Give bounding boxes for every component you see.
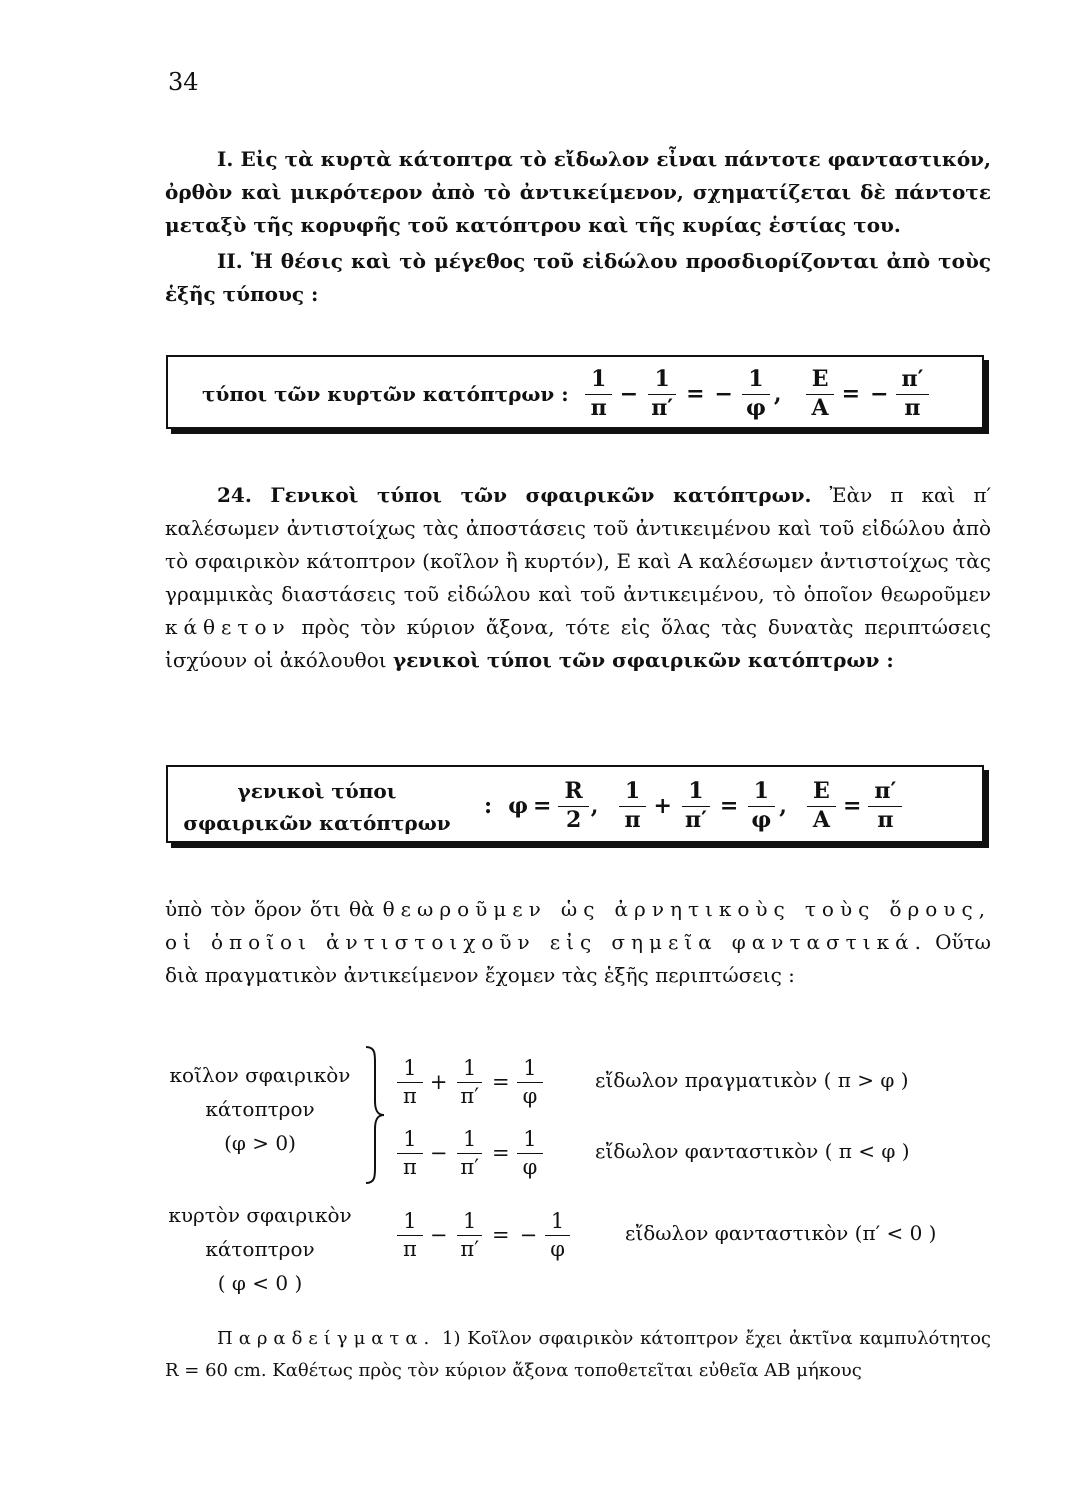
general-box-label [182,775,452,839]
frac-pi-prime-over-pi: $\frac{\pi'}{\pi}$ [868,779,902,833]
section-24-title: 24. Γενικοὶ τύποι τῶν σφαιρικῶν κατόπτρων. [217,483,812,507]
convex-label-line1: κυρτὸν σφαιρικὸν [168,1203,352,1227]
sign-convention-spaced: θεωροῦμεν ὡς ἀρνητικοὺς τοὺς ὅρους, οἱ ὁποῖοι ἀντιστοιχοῦν εἰς σημεῖα φανταστικά. [165,897,991,954]
examples-paragraph [165,1323,991,1387]
general-box-label-line2: σφαιρικῶν κατόπτρων [183,811,451,835]
rule-ii-text: Ἡ θέσις καὶ τὸ μέγεθος τοῦ εἰδώλου προσδιορίζονται ἀπὸ τοὺς ἑξῆς τύπους : [165,249,992,306]
comma: , [773,381,782,407]
equals-sign: = [719,793,739,819]
minus-sign: − [429,1141,448,1165]
minus-sign: − [429,1223,448,1247]
convex-label-line2: κάτοπτρον [205,1237,315,1261]
frac-1-over-pi: $\frac{1}{\pi}$ [397,1209,423,1260]
frac-1-over-pi-prime: $\frac{1}{\pi'}$ [645,367,679,421]
equals-sign: = [492,1223,510,1247]
rule-ii-paragraph [165,245,991,311]
sign-convention-text-1: ὑπὸ τὸν ὅρον ὅτι θὰ [165,897,375,921]
minus-sign: − [519,1223,538,1247]
section-24-spaced-word: κάθετον [165,615,291,639]
convex-virtual-note: εἴδωλον φανταστικὸν (π′ < 0 ) [625,1221,937,1245]
frac-1-over-phi: $\frac{1}{\varphi}$ [517,1127,544,1178]
rule-i-paragraph [165,143,991,242]
phi-symbol: φ [508,793,529,819]
equals-sign: = [842,793,862,819]
concave-label-line1: κοῖλον σφαιρικὸν [169,1063,351,1087]
convex-case-label [160,1198,360,1300]
equals-sign: = [841,381,861,407]
sign-convention-text-2: Οὕτω διὰ πραγματικὸν ἀντικείμενον ἔχομεν τὰς ἑξῆς περιπτώσεις : [165,930,991,987]
section-24-text-2: πρὸς τὸν κύριον ἄξονα, τότε εἰς ὅλας τὰς δυνατὰς περιπτώσεις ἰσχύουν οἱ ἀκόλουθοι [165,615,991,672]
equals-sign: = [492,1141,510,1165]
convex-formula-box [166,355,984,429]
plus-sign: + [653,793,672,819]
frac-1-over-phi: $\frac{1}{\varphi}$ [517,1056,544,1107]
frac-1-over-pi-prime: $\frac{1}{\pi'}$ [454,1209,485,1260]
comma: , [590,793,599,819]
frac-1-over-phi: $\frac{1}{\varphi}$ [544,1209,571,1260]
concave-real-note: εἴδωλον πραγματικὸν ( π > φ ) [595,1068,909,1092]
frac-e-over-a: $\frac{E}{A}$ [806,367,835,421]
equals-sign: = [533,793,552,819]
plus-sign: + [429,1070,448,1094]
frac-pi-prime-over-pi: $\frac{\pi'}{\pi}$ [896,367,930,421]
minus-sign: − [714,381,733,407]
section-24-paragraph [165,479,991,677]
convex-formulas [202,361,931,427]
frac-1-over-pi: $\frac{1}{\pi}$ [397,1056,423,1107]
frac-1-over-pi-prime: $\frac{1}{\pi'}$ [454,1056,485,1107]
equals-sign: = [686,381,705,407]
frac-1-over-pi: $\frac{1}{\pi}$ [397,1127,423,1178]
section-24-text-1: Ἐὰν π καὶ π′ καλέσωμεν ἀντιστοίχως τὰς ἀποστάσεις τοῦ ἀντικειμένου καὶ τοῦ εἰδώλου ἀπὸ τὸ σφαιρικὸν κάτοπτρον (κοῖλον ἢ κυρτόν), Ε καὶ Α καλέσωμεν ἀντιστοίχως τὰς γραμμικὰς διαστάσεις τοῦ εἰδώλου καὶ τοῦ ἀντικειμένου, τὸ ὁποῖον θεωροῦμεν [165,483,992,606]
frac-1-over-phi: $\frac{1}{\varphi}$ [740,367,772,421]
colon: : [484,793,493,819]
rule-i-text: Εἰς τὰ κυρτὰ κάτοπτρα τὸ εἴδωλον εἶναι πάντοτε φανταστικόν, ὀρθὸν καὶ μικρότερον ἀπὸ τὸ ἀντικείμενον, σχηματίζεται δὲ πάντοτε μεταξὺ τῆς κορυφῆς τοῦ κατόπτρου καὶ τῆς κυρίας ἑστίας του. [165,147,991,237]
right-brace-icon [362,1045,386,1185]
comma: , [779,793,787,819]
page-number: 34 [168,68,199,96]
concave-virtual-note: εἴδωλον φανταστικὸν ( π < φ ) [595,1139,910,1163]
minus-sign: − [619,381,639,407]
general-formula-box [166,765,984,843]
convex-box-label: τύποι τῶν κυρτῶν κατόπτρων : [202,382,569,406]
convex-label-line3: ( φ < 0 ) [217,1271,303,1295]
concave-label-line3: (φ > 0) [224,1131,296,1155]
minus-sign: − [870,381,889,407]
examples-text: 1) Κοῖλον σφαιρικὸν κάτοπτρον ἔχει ἀκτῖνα καμπυλότητος R = 60 cm. Καθέτως πρὸς τὸν κύριον ἄξονα τοποθετεῖται εὐθεῖα ΑΒ μήκους [165,1328,991,1381]
frac-e-over-a: $\frac{E}{A}$ [807,779,836,833]
frac-1-over-pi: $\frac{1}{\pi}$ [618,779,646,833]
rule-i-label: I. [217,147,234,171]
frac-1-over-pi-prime: $\frac{1}{\pi'}$ [679,779,713,833]
convex-virtual-formula [395,1200,573,1270]
general-box-label-line1: γενικοὶ τύποι [237,779,397,803]
frac-1-over-pi-prime: $\frac{1}{\pi'}$ [454,1127,485,1178]
concave-real-formula [395,1047,545,1117]
concave-virtual-formula [395,1118,545,1188]
frac-1-over-phi: $\frac{1}{\varphi}$ [745,779,777,833]
rule-ii-label: II. [217,249,243,273]
concave-label-line2: κάτοπτρον [205,1097,315,1121]
section-24-bold-text: γενικοὶ τύποι τῶν σφαιρικῶν κατόπτρων : [392,648,894,672]
frac-1-over-pi: $\frac{1}{\pi}$ [585,367,613,421]
frac-r-over-2: $\frac{R}{2}$ [558,779,588,833]
concave-case-label [160,1058,360,1160]
sign-convention-paragraph [165,893,991,992]
general-formulas [484,773,904,839]
examples-heading: Παραδείγματα. [217,1328,436,1349]
equals-sign: = [492,1070,510,1094]
